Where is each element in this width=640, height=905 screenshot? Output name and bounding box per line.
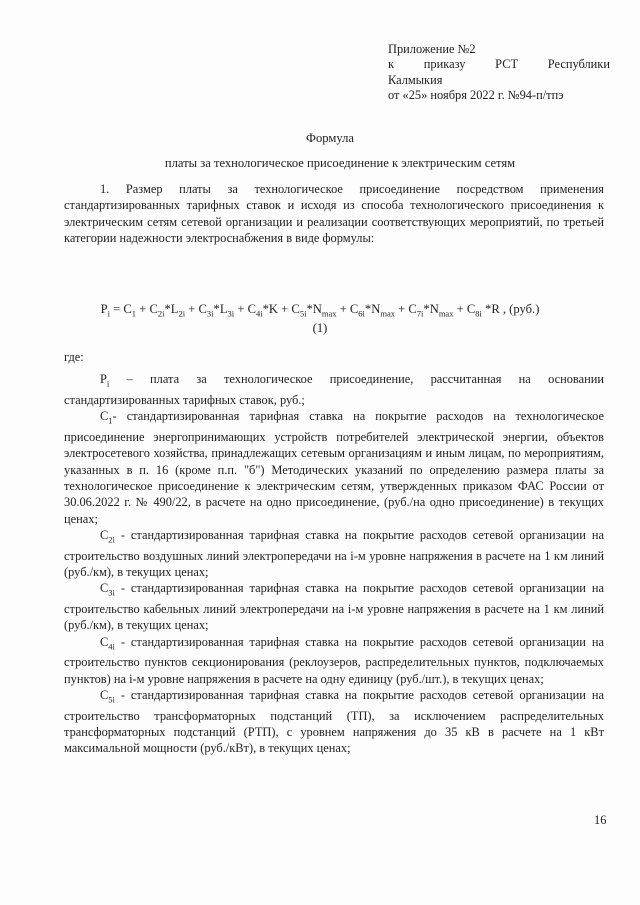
formula-term: $_{3i}$ +	[227, 302, 248, 319]
appendix-word: приказу	[423, 57, 466, 72]
formula-term: $C_{2i}*L$	[149, 302, 179, 319]
formula-term: $C_{8i}$ *R , (руб.)	[466, 302, 540, 319]
formula-term: $C_{3i}*L$	[198, 302, 228, 319]
appendix-word: РСТ	[495, 57, 519, 72]
page-number: 16	[594, 813, 607, 827]
formula	[0, 302, 640, 319]
formula-term: $C_{4i}*K$ +	[247, 302, 292, 319]
formula-term: $C_{6i}*N$	[349, 302, 381, 319]
definition-c1: $C_1-$ стандартизированная тарифная ставка на покрытие расходов на технологическое присоединение энергопринимающих устройств потребителей электрической энергии, объектов электросетевого хозяйства, принадлежащих сетевым организациям и иным лицам, по мероприятиям, указанных в п. 16 (кроме п.п. "б") Методических указаний по определению размера платы за технологическое присоединение к электрическим сетям, утвержденных приказом ФАС России от 30.06.2022 г. № 490/22, в расчете на одно присоединение, (руб./на одно присоединение) в текущих ценах;	[64, 409, 604, 526]
appendix-line-1: Приложение №2	[388, 42, 476, 56]
formula-term: $C_1$ +	[123, 302, 150, 319]
paragraph-1-block	[64, 181, 604, 246]
definition-c5: $C_{5i}$ - стандартизированная тарифная ставка на покрытие расходов сетевой организации на строительство трансформаторных подстанций (ТП), за исключением распределительных трансформаторных подстанций (РТП), с уровнем напряжения до 35 кВ в расчете на 1 кВт максимальной мощности (руб./кВт), в текущих ценах;	[64, 687, 604, 756]
document-subtitle: платы за технологическое присоединение к электрическим сетям	[164, 156, 516, 170]
appendix-header	[388, 42, 610, 104]
formula-lhs: P	[100, 302, 108, 316]
appendix-word: Республики	[547, 57, 610, 72]
formula-term: $_{2i}$ +	[178, 302, 199, 319]
definition-c4: $C_{4i}$ - стандартизированная тарифная ставка на покрытие расходов сетевой организации на строительство пунктов секционирования (реклоузеров, распределительных пунктов, подключаемых пунктов) на i-м уровне напряжения в расчете на одну единицу (руб./шт.), в текущих ценах;	[64, 634, 604, 686]
paragraph-1: 1. Размер платы за технологическое присоединение посредством применения стандартизированных тарифных ставок и исходя из способа технологического присоединения к электрическим сетям сетевой организации и реализации соответствующих мероприятий, по третьей категории надежности электроснабжения в виде формулы:	[64, 182, 604, 245]
definition-p: $P_i$ – плата за технологическое присоединение, рассчитанная на основании стандартизированных тарифных ставок, руб.;	[64, 372, 604, 408]
appendix-line-4: от «25» ноября 2022 г. №94-п/тпэ	[388, 88, 564, 103]
formula-term: $_{max}$ +	[438, 302, 467, 319]
definition-c2: $C_{2i}$ - стандартизированная тарифная ставка на покрытие расходов сетевой организации на строительство воздушных линий электропередачи на i-м уровне напряжения в расчете на 1 км линий (руб./км), в текущих ценах;	[64, 527, 604, 579]
formula-term: $_{max}$ +	[380, 302, 409, 319]
definitions-block	[64, 349, 604, 757]
appendix-line-2	[388, 57, 610, 72]
formula-lhs-sub: i	[107, 308, 110, 319]
appendix-word: к	[388, 57, 395, 72]
formula-term: $C_{5i}*N$	[291, 302, 322, 319]
formula-term: $C_{7i}*N$	[408, 302, 439, 319]
formula-equals: =	[109, 302, 124, 316]
where-label: где:	[64, 350, 84, 364]
appendix-line-3: Калмыкия	[388, 72, 443, 87]
formula-number: (1)	[312, 321, 328, 335]
formula-term: $_{max}$ +	[321, 302, 350, 319]
document-title: Формула	[306, 131, 354, 145]
definition-c3: $C_{3i}$ - стандартизированная тарифная ставка на покрытие расходов сетевой организации на строительство кабельных линий электропередачи на i-м уровне напряжения в расчете на 1 км линий (руб./км), в текущих ценах;	[64, 581, 604, 633]
